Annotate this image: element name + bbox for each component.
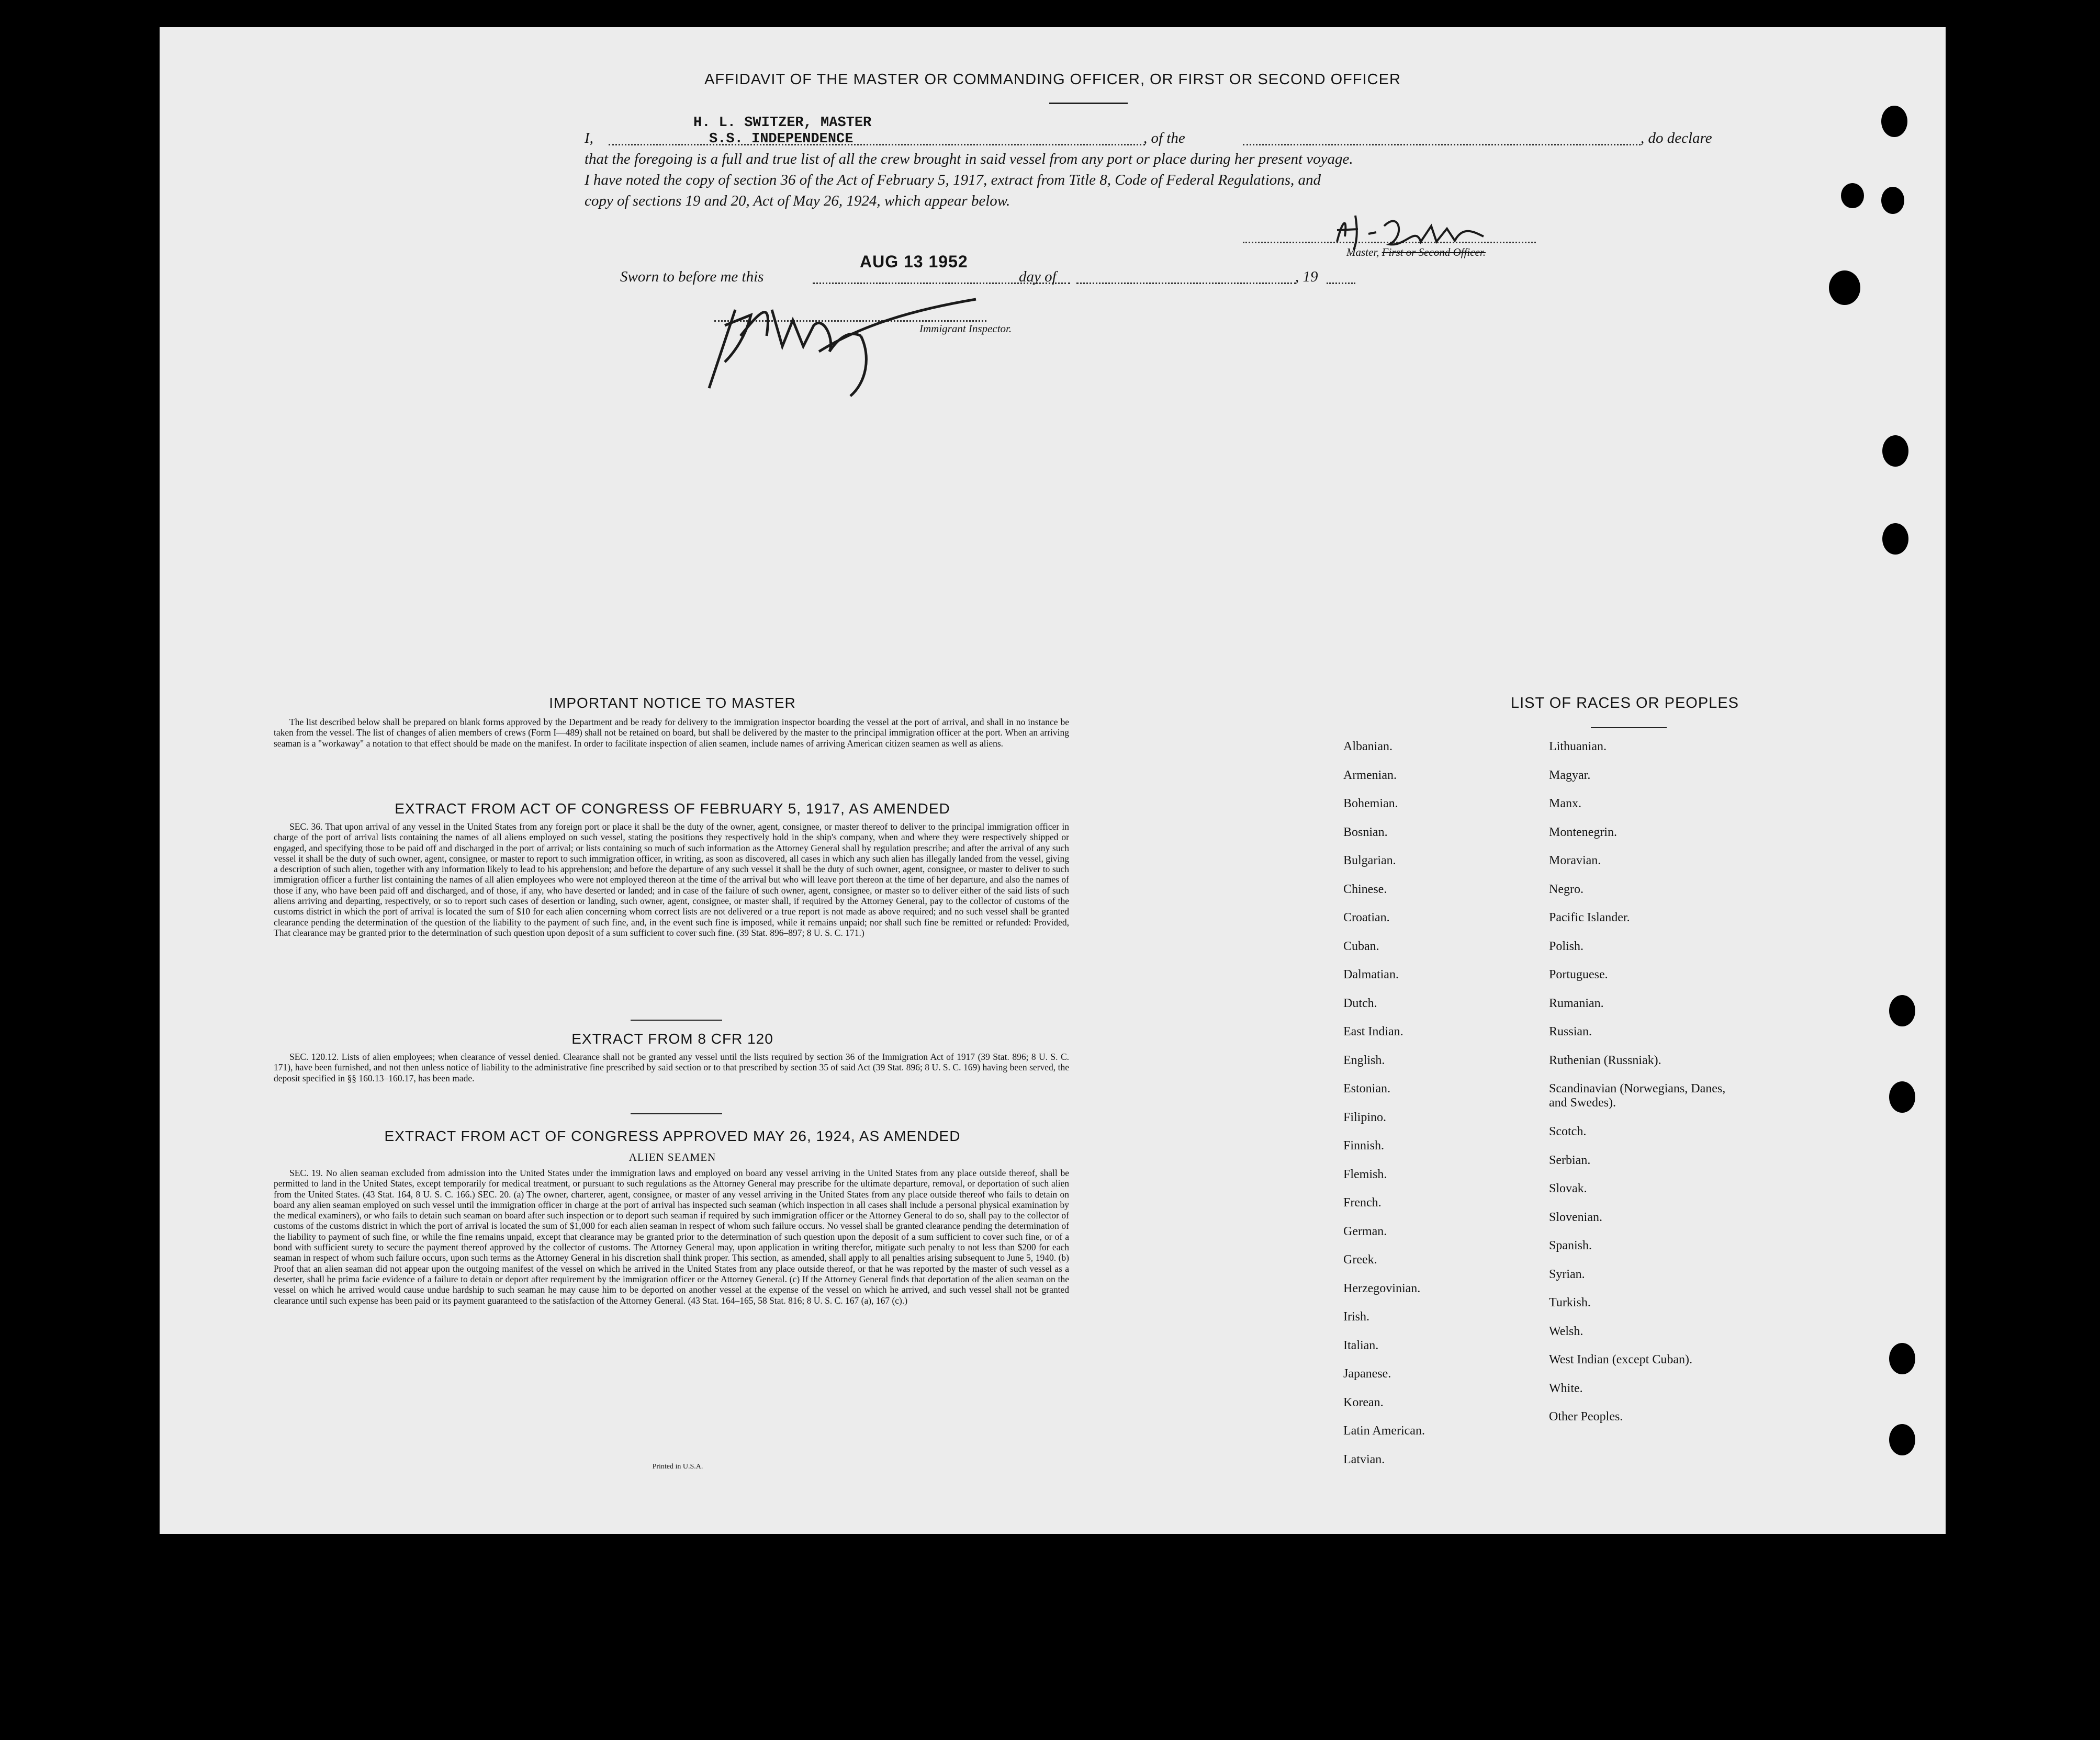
race-item: German.: [1343, 1224, 1387, 1238]
race-item: Albanian.: [1343, 740, 1392, 753]
race-item: Latvian.: [1343, 1452, 1385, 1466]
punch-hole: [1889, 1343, 1915, 1374]
race-item: Scandinavian (Norwegians, Danes, and Swedes).: [1549, 1082, 1726, 1110]
race-item: Flemish.: [1343, 1167, 1387, 1181]
race-item: Montenegrin.: [1549, 825, 1617, 839]
race-item: Croatian.: [1343, 911, 1390, 924]
day-of-label: day of: [1019, 268, 1057, 285]
race-item: Spanish.: [1549, 1239, 1592, 1252]
punch-hole: [1889, 995, 1915, 1026]
alien-seamen-subtitle: ALIEN SEAMEN: [628, 1151, 716, 1163]
typed-vessel-name: S.S. INDEPENDENCE: [709, 131, 854, 147]
race-item: Filipino.: [1343, 1110, 1387, 1124]
race-item: Manx.: [1549, 797, 1581, 810]
races-title-rule: [1591, 727, 1667, 728]
race-item: Armenian.: [1343, 768, 1397, 782]
race-item: Cuban.: [1343, 939, 1379, 953]
races-title: LIST OF RACES OR PEOPLES: [1510, 695, 1739, 711]
vessel-field-line: [1243, 144, 1641, 145]
race-item: Portuguese.: [1549, 968, 1608, 981]
punch-hole: [1882, 523, 1908, 555]
notice-body: The list described below shall be prepared on blank forms approved by the Department and be ready for delivery to the immigration inspector boarding the vessel at the port of arrival, and shall in no instance be taken from the vessel. The list of changes of alien members of crews (Form I—489) shall not be retained on board, but shall be delivered by the master to the principal immigration officer at the port. When an arriving seaman is a "workaway" a notation to that effect should be made on the manifest. In order to facilitate inspection of alien seamen, include names of arriving American citizen seamen as well as aliens.: [274, 717, 1069, 749]
extract-cfr-title: EXTRACT FROM 8 CFR 120: [571, 1031, 773, 1047]
race-item: Pacific Islander.: [1549, 911, 1630, 924]
punch-hole: [1889, 1081, 1915, 1113]
date-stamp: AUG 13 1952: [860, 252, 968, 271]
inspector-signature: [693, 278, 986, 399]
declaration-line-2: that the foregoing is a full and true list of all the crew brought in said vessel from any port or place during her present voyage.: [585, 151, 1353, 167]
race-item: Bulgarian.: [1343, 854, 1396, 867]
section-divider: [631, 1113, 722, 1114]
race-item: Syrian.: [1549, 1267, 1585, 1281]
race-item: Estonian.: [1343, 1082, 1390, 1095]
signature-caption: [1346, 246, 1486, 259]
race-item: Dutch.: [1343, 996, 1377, 1010]
extract-1924-body: SEC. 19. No alien seaman excluded from admission into the United States under the immigration laws and employed on board any vessel arriving in the United States from any place outside thereof, shall be permitted to land in the United States, except temporarily for medical treatment, or pursuant to such regulations as the Attorney General may prescribe for the ultimate departure, removal, or deportation of such alien from the United States. (43 Stat. 164, 8 U. S. C. 166.) SEC. 20. (a) The owner, charterer, agent, consignee, or master of any vessel arriving in the United States from any place outside thereof who fails to detain on board any alien seaman employed on such vessel until the immigration officer in charge at the port of arrival has inspected such seaman (which inspection in all cases shall include a personal physical examination by the medical examiners), or who fails to detain such seaman on board after such inspection or to deport such seaman if required by such immigration officer or the Attorney General to do so, shall pay to the collector of customs of the customs district in which the port of arrival is located the sum of $1,000 for each alien seaman in respect of whom such failure occurs. No vessel shall be granted clearance pending the determination of the liability to payment of such fine, or while the fine remains unpaid, except that clearance may be granted prior to the determination of such question upon the deposit of a sum sufficient to cover such fine, or of a bond with sufficient surety to secure the payment thereof approved by the collector of customs. The Attorney General may, upon application in writing therefor, mitigate such penalty to not less than $200 for each seaman in respect of whom such failure occurs, upon such terms as the Attorney General in his discretion shall think proper. This section, as amended, shall apply to all penalties arising subsequent to June 5, 1940. (b) Proof that an alien seaman did not appear upon the outgoing manifest of the vessel on which he arrived in the United States from any place outside thereof, or that he was reported by the master of such vessel as a deserter, shall be prima facie evidence of a failure to detain or deport after requirement by the immigration officer or the Attorney General. (c) If the Attorney General finds that deportation of the alien seaman on the vessel on which he arrived would cause undue hardship to such seaman he may cause him to be deported on another vessel at the expense of the vessel on which he arrived, and such vessel shall not be granted clearance until such expense has been paid or its payment guaranteed to the satisfaction of the Attorney General. (43 Stat. 164–165, 58 Stat. 816; 8 U. S. C. 167 (a), 167 (c).): [274, 1168, 1069, 1306]
race-item: Rumanian.: [1549, 996, 1604, 1010]
race-item: French.: [1343, 1196, 1382, 1210]
race-item: Latin American.: [1343, 1424, 1425, 1438]
declaration-line-1-end: , do declare: [1641, 130, 1712, 146]
race-item: Ruthenian (Russniak).: [1549, 1053, 1661, 1067]
race-item: Turkish.: [1549, 1296, 1591, 1309]
punch-hole: [1829, 270, 1860, 305]
punch-hole: [1882, 435, 1908, 467]
race-item: Moravian.: [1549, 854, 1601, 867]
race-item: Irish.: [1343, 1310, 1369, 1324]
caption-struck-officer: First or Second Officer.: [1382, 246, 1486, 258]
extract-1917-title: EXTRACT FROM ACT OF CONGRESS OF FEBRUARY 5, 1917, AS AMENDED: [395, 800, 950, 817]
race-item: Welsh.: [1549, 1324, 1584, 1338]
race-item: Italian.: [1343, 1338, 1379, 1352]
declaration-line-3: I have noted the copy of section 36 of the Act of February 5, 1917, extract from Title 8, Code of Federal Regulations, and: [585, 172, 1321, 188]
month-line: [1076, 283, 1296, 284]
punch-hole: [1841, 183, 1864, 208]
document-page: [160, 27, 1946, 1534]
race-item: Dalmatian.: [1343, 968, 1399, 981]
race-item: White.: [1549, 1381, 1583, 1395]
race-item: East Indian.: [1343, 1025, 1403, 1038]
typed-master-name: H. L. SWITZER, MASTER: [693, 115, 872, 131]
inspector-caption: Immigrant Inspector.: [919, 322, 1012, 335]
race-item: Russian.: [1549, 1025, 1592, 1038]
race-item: Negro.: [1549, 882, 1584, 896]
race-item: Bohemian.: [1343, 797, 1398, 810]
extract-cfr-body: SEC. 120.12. Lists of alien employees; when clearance of vessel denied. Clearance shall not be granted any vessel until the lists required by section 36 of the Immigration Act of 1917 (39 Stat. 896; 8 U. S. C. 171), have been furnished, and not then unless notice of liability to the administrative fine prescribed by said section or to that prescribed by section 35 of said Act (39 Stat. 896; 8 U. S. C. 169) having been served, the deposit specified in §§ 160.13–160.17, has been made.: [274, 1052, 1069, 1083]
race-item: Finnish.: [1343, 1139, 1385, 1153]
race-item: Other Peoples.: [1549, 1410, 1623, 1423]
declaration-line-4: copy of sections 19 and 20, Act of May 26, 1924, which appear below.: [585, 193, 1010, 209]
printed-in-usa: Printed in U.S.A.: [652, 1463, 703, 1471]
punch-hole: [1881, 187, 1904, 214]
notice-title: IMPORTANT NOTICE TO MASTER: [549, 695, 796, 711]
year-line: [1327, 283, 1355, 284]
race-item: Greek.: [1343, 1253, 1377, 1267]
race-item: Japanese.: [1343, 1367, 1391, 1381]
race-item: Magyar.: [1549, 768, 1591, 782]
declaration-line-1-mid: , of the: [1143, 130, 1185, 146]
title-rule: [1049, 103, 1128, 104]
race-item: Herzegovinian.: [1343, 1281, 1421, 1295]
year-prefix: , 19: [1295, 268, 1318, 285]
punch-hole: [1881, 106, 1907, 137]
race-item: Polish.: [1549, 939, 1584, 953]
caption-master: Master,: [1346, 246, 1379, 258]
race-item: Slovenian.: [1549, 1210, 1602, 1224]
race-item: Bosnian.: [1343, 825, 1388, 839]
extract-1924-title: EXTRACT FROM ACT OF CONGRESS APPROVED MAY 26, 1924, AS AMENDED: [384, 1128, 961, 1144]
sworn-label: Sworn to before me this: [620, 268, 764, 285]
race-item: West Indian (except Cuban).: [1549, 1353, 1692, 1366]
race-item: English.: [1343, 1053, 1385, 1067]
declaration-line-1-prefix: I,: [585, 130, 593, 146]
race-item: Korean.: [1343, 1395, 1384, 1409]
section-divider: [631, 1020, 722, 1021]
race-item: Lithuanian.: [1549, 740, 1607, 753]
extract-1917-body: SEC. 36. That upon arrival of any vessel in the United States from any foreign port or place it shall be the duty of the owner, agent, consignee, or master thereof to deliver to the principal immigration officer in charge of the port of arrival lists containing the names of all aliens employed on such vessel, stating the positions they respectively hold in the ship's company, when and where they were respectively shipped or engaged, and specifying those to be paid off and discharged in the port of arrival; or lists containing so much of such information as the Attorney General shall by regulation prescribe; and after the arrival of any such vessel it shall be the duty of such owner, agent, consignee, or master to report to such immigration officer, in writing, as soon as discovered, all cases in which any such alien has illegally landed from the vessel, giving a description of such alien, together with any information likely to lead to his apprehension; and before the departure of any such vessel it shall be the duty of such owner, agent, consignee, or master to deliver to such immigration officer a further list containing the names of all alien employees who were not employed thereon at the time of the arrival but who will leave port thereon at the time of her departure, and also the names of those if any, who have been paid off and discharged, and of those, if any, who have deserted or landed; and in case of the failure of such owner, agent, consignee, or master so to deliver either of the said lists of such aliens arriving and departing, respectively, or so to report such cases of desertion or landing, such owner, agent, consignee, or master shall, if required by the Attorney General, pay to the collector of customs of the customs district in which the port of arrival is located the sum of $10 for each alien concerning whom correct lists are not delivered or a true report is not made as above required; and no such vessel shall be granted clearance pending the determination of the question of the liability to the payment of such fine, and, in the event such fine is imposed, while it remains unpaid; nor shall such fine be remitted or refunded: Provided, That clearance may be granted prior to the determination of such question upon deposit of a sum sufficient to cover such fine. (39 Stat. 896–897; 8 U. S. C. 171.): [274, 821, 1069, 938]
race-item: Slovak.: [1549, 1182, 1587, 1195]
race-item: Serbian.: [1549, 1153, 1591, 1167]
race-item: Scotch.: [1549, 1125, 1587, 1138]
affidavit-title: AFFIDAVIT OF THE MASTER OR COMMANDING OFFICER, OR FIRST OR SECOND OFFICER: [704, 71, 1401, 88]
name-field-line: [609, 144, 1145, 145]
punch-hole: [1889, 1424, 1915, 1455]
race-item: Chinese.: [1343, 882, 1387, 896]
